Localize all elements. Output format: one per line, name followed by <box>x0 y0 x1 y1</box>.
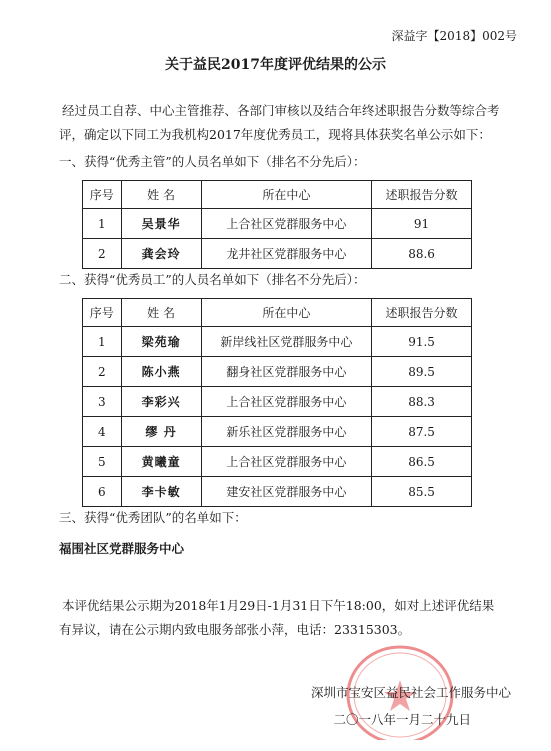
row-center: 新乐社区党群服务中心 <box>201 417 372 447</box>
row-score: 88.3 <box>372 387 472 417</box>
intro-line-1: 经过员工自荐、中心主管推荐、各部门审核以及结合年终述职报告分数等综合考 <box>62 103 500 118</box>
row-number: 1 <box>83 327 122 357</box>
table-row <box>83 447 472 477</box>
row-number: 6 <box>83 477 122 507</box>
supervisor-table <box>82 180 472 269</box>
row-name: 缪 丹 <box>121 417 201 447</box>
row-score: 88.6 <box>372 239 472 269</box>
row-number: 1 <box>83 209 122 239</box>
table-row <box>83 417 472 447</box>
table-row <box>83 477 472 507</box>
row-number: 5 <box>83 447 122 477</box>
row-name: 吴景华 <box>121 209 201 239</box>
document-number: 深益字【2018】002号 <box>391 29 517 43</box>
row-number: 2 <box>83 357 122 387</box>
col-header-name: 姓 名 <box>121 299 201 327</box>
section-3-heading: 三、获得“优秀团队”的名单如下： <box>59 510 247 525</box>
table-row <box>83 327 472 357</box>
row-name: 梁苑瑜 <box>121 327 201 357</box>
row-center: 龙井社区党群服务中心 <box>201 239 372 269</box>
row-score: 87.5 <box>372 417 472 447</box>
row-name: 黄曦童 <box>121 447 201 477</box>
table-row <box>83 239 472 269</box>
row-score: 91 <box>372 209 472 239</box>
notice-line-2: 有异议，请在公示期内致电服务部张小萍，电话：23315303。 <box>59 622 411 637</box>
row-score: 85.5 <box>372 477 472 507</box>
row-center: 上合社区党群服务中心 <box>201 209 372 239</box>
issue-date: 二〇一八年一月二十九日 <box>333 712 471 727</box>
issuing-organization: 深圳市宝安区益民社会工作服务中心 <box>310 685 511 700</box>
notice-line-1: 本评优结果公示期为2018年1月29日-1月31日下午18:00，如对上述评优结果 <box>62 598 495 613</box>
row-name: 龚会玲 <box>121 239 201 269</box>
col-header-score: 述职报告分数 <box>372 299 472 327</box>
row-center: 上合社区党群服务中心 <box>201 447 372 477</box>
row-center: 新岸线社区党群服务中心 <box>201 327 372 357</box>
table-row <box>83 357 472 387</box>
row-number: 2 <box>83 239 122 269</box>
row-name: 陈小燕 <box>121 357 201 387</box>
row-name: 李彩兴 <box>121 387 201 417</box>
section-2-heading: 二、获得“优秀员工”的人员名单如下（排名不分先后）： <box>59 272 366 287</box>
table-header-row <box>83 299 472 327</box>
section-1-heading: 一、获得“优秀主管”的人员名单如下（排名不分先后）： <box>59 154 366 169</box>
employee-table <box>82 298 472 507</box>
row-name: 李卡敏 <box>121 477 201 507</box>
row-center: 上合社区党群服务中心 <box>201 387 372 417</box>
col-header-center: 所在中心 <box>201 299 372 327</box>
col-header-score: 述职报告分数 <box>372 181 472 209</box>
row-number: 3 <box>83 387 122 417</box>
row-center: 建安社区党群服务中心 <box>201 477 372 507</box>
table-header-row <box>83 181 472 209</box>
document-title: 关于益民2017年度评优结果的公示 <box>165 57 386 73</box>
row-score: 89.5 <box>372 357 472 387</box>
team-name: 福围社区党群服务中心 <box>59 541 185 556</box>
row-score: 86.5 <box>372 447 472 477</box>
table-row <box>83 387 472 417</box>
col-header-number: 序号 <box>83 299 122 327</box>
col-header-name: 姓 名 <box>121 181 201 209</box>
row-score: 91.5 <box>372 327 472 357</box>
row-number: 4 <box>83 417 122 447</box>
intro-line-2: 评，确定以下同工为我机构2017年度优秀员工，现将具体获奖名单公示如下： <box>59 127 491 142</box>
col-header-center: 所在中心 <box>201 181 372 209</box>
table-row <box>83 209 472 239</box>
row-center: 翻身社区党群服务中心 <box>201 357 372 387</box>
col-header-number: 序号 <box>83 181 122 209</box>
